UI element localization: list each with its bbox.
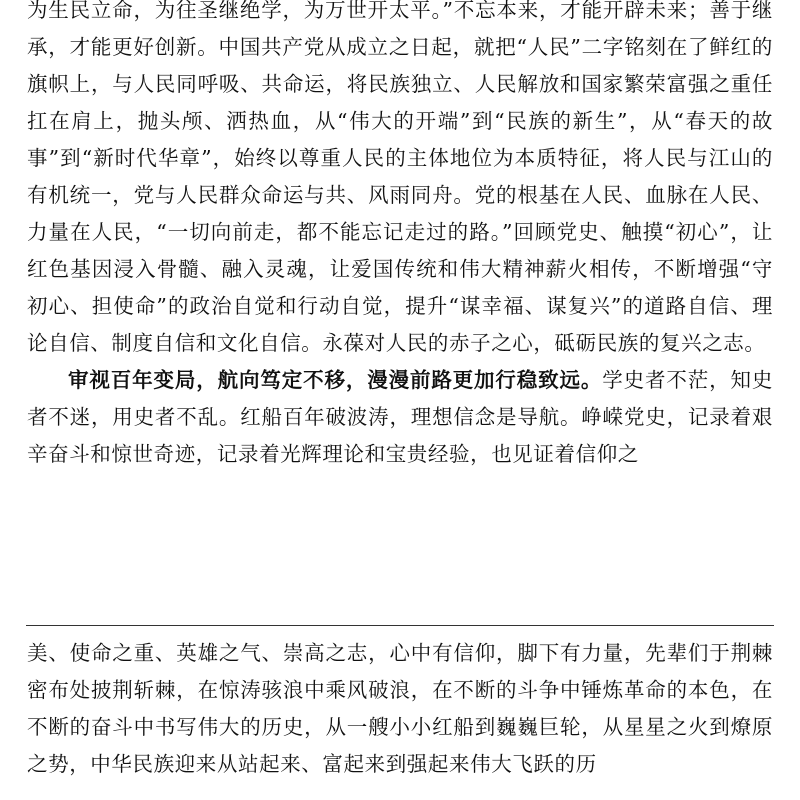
paragraph-2-bold-lead: 审视百年变局，航向笃定不移，漫漫前路更加行稳致远。	[68, 368, 603, 392]
paragraph-2	[27, 362, 773, 473]
lower-text-block	[0, 635, 800, 783]
paragraph-1: 为生民立命，为往圣继绝学，为万世开太平。”不忘本来，才能开辟未来；善于继承，才能更好创新。中国共产党从成立之日起，就把“人民”二字铭刻在了鲜红的旗帜上，与人民同呼吸、共命运，将民族独立、人民解放和国家繁荣富强之重任扛在肩上，抛头颅、洒热血，从“伟大的开端”到“民族的新生”，从“春天的故事”到“新时代华章”，始终以尊重人民的主体地位为本质特征，将人民与江山的有机统一，党与人民群众命运与共、风雨同舟。党的根基在人民、血脉在人民、力量在人民，“一切向前走，都不能忘记走过的路。”回顾党史、触摸“初心”，让红色基因浸入骨髓、融入灵魂，让爱国传统和伟大精神薪火相传，不断增强“守初心、担使命”的政治自觉和行动自觉，提升“谋幸福、谋复兴”的道路自信、理论自信、制度自信和文化自信。永葆对人民的赤子之心，砥砺民族的复兴之志。	[27, 0, 773, 355]
page-divider	[26, 625, 774, 626]
paragraph-3: 美、使命之重、英雄之气、崇高之志，心中有信仰，脚下有力量，先辈们于荆棘密布处披荆斩棘，在惊涛骇浪中乘风破浪，在不断的斗争中锤炼革命的本色，在不断的奋斗中书写伟大的历史，从一艘小小红船到巍巍巨轮，从星星之火到燎原之势，中华民族迎来从站起来、富起来到强起来伟大飞跃的历	[27, 641, 773, 776]
paragraph-2-body: 学史者不茫，知史者不迷，用史者不乱。红船百年破波涛，理想信念是导航。峥嵘党史，记录着艰辛奋斗和惊世奇迹，记录着光辉理论和宝贵经验，也见证着信仰之	[27, 368, 773, 466]
